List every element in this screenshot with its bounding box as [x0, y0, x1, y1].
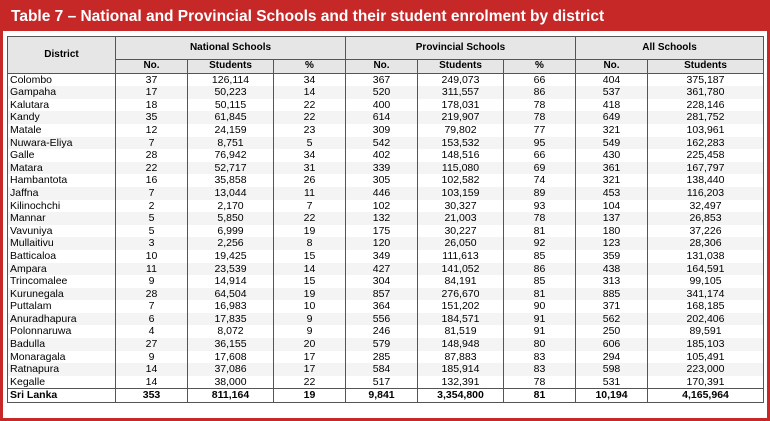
district-name: Anuradhapura: [8, 313, 116, 326]
cell: 66: [504, 73, 576, 86]
table-row: [8, 338, 764, 351]
table-row: [8, 86, 764, 99]
cell: 7: [116, 137, 188, 150]
cell: 30,227: [418, 225, 504, 238]
cell: 13,044: [188, 187, 274, 200]
district-name: Jaffna: [8, 187, 116, 200]
table-row: [8, 376, 764, 389]
cell: 89: [504, 187, 576, 200]
enrolment-table: [7, 36, 764, 403]
cell: 7: [274, 200, 346, 213]
cell: 2,170: [188, 200, 274, 213]
cell: 15: [274, 275, 346, 288]
total-cell: 4,165,964: [648, 389, 764, 403]
cell: 857: [346, 288, 418, 301]
cell: 21,003: [418, 212, 504, 225]
table-row: [8, 187, 764, 200]
cell: 102: [346, 200, 418, 213]
cell: 15: [274, 250, 346, 263]
cell: 4: [116, 325, 188, 338]
cell: 285: [346, 351, 418, 364]
cell: 562: [576, 313, 648, 326]
district-name: Nuwara-Eliya: [8, 137, 116, 150]
cell: 32,497: [648, 200, 764, 213]
cell: 549: [576, 137, 648, 150]
total-cell: 353: [116, 389, 188, 403]
cell: 99,105: [648, 275, 764, 288]
cell: 50,115: [188, 99, 274, 112]
cell: 86: [504, 86, 576, 99]
cell: 16,983: [188, 300, 274, 313]
cell: 120: [346, 237, 418, 250]
cell: 7: [116, 187, 188, 200]
cell: 74: [504, 174, 576, 187]
cell: 26,050: [418, 237, 504, 250]
col-header-national-no: No.: [116, 60, 188, 74]
table-row: [8, 73, 764, 86]
cell: 95: [504, 137, 576, 150]
table-row: [8, 200, 764, 213]
total-cell: 19: [274, 389, 346, 403]
cell: 83: [504, 363, 576, 376]
cell: 92: [504, 237, 576, 250]
district-name: Galle: [8, 149, 116, 162]
table-row: [8, 237, 764, 250]
cell: 37,226: [648, 225, 764, 238]
cell: 375,187: [648, 73, 764, 86]
cell: 446: [346, 187, 418, 200]
cell: 520: [346, 86, 418, 99]
cell: 19: [274, 225, 346, 238]
cell: 153,532: [418, 137, 504, 150]
cell: 2,256: [188, 237, 274, 250]
cell: 371: [576, 300, 648, 313]
district-header: District: [8, 37, 116, 74]
table-row: [8, 124, 764, 137]
cell: 61,845: [188, 111, 274, 124]
cell: 276,670: [418, 288, 504, 301]
table-row: [8, 250, 764, 263]
district-name: Kegalle: [8, 376, 116, 389]
cell: 17,835: [188, 313, 274, 326]
cell: 17: [116, 86, 188, 99]
district-name: Kalutara: [8, 99, 116, 112]
cell: 116,203: [648, 187, 764, 200]
district-name: Matale: [8, 124, 116, 137]
cell: 556: [346, 313, 418, 326]
cell: 23: [274, 124, 346, 137]
cell: 10: [116, 250, 188, 263]
cell: 223,000: [648, 363, 764, 376]
cell: 34: [274, 73, 346, 86]
cell: 8,751: [188, 137, 274, 150]
cell: 79,802: [418, 124, 504, 137]
district-name: Hambantota: [8, 174, 116, 187]
table-row: [8, 363, 764, 376]
cell: 81: [504, 288, 576, 301]
cell: 31: [274, 162, 346, 175]
cell: 225,458: [648, 149, 764, 162]
cell: 178,031: [418, 99, 504, 112]
cell: 8,072: [188, 325, 274, 338]
cell: 78: [504, 111, 576, 124]
cell: 78: [504, 212, 576, 225]
cell: 28,306: [648, 237, 764, 250]
header-row-columns: [8, 60, 764, 74]
cell: 400: [346, 99, 418, 112]
cell: 162,283: [648, 137, 764, 150]
district-name: Kilinochchi: [8, 200, 116, 213]
district-name: Badulla: [8, 338, 116, 351]
cell: 649: [576, 111, 648, 124]
table-row: [8, 149, 764, 162]
cell: 115,080: [418, 162, 504, 175]
district-name: Trincomalee: [8, 275, 116, 288]
district-name: Kandy: [8, 111, 116, 124]
cell: 89,591: [648, 325, 764, 338]
cell: 304: [346, 275, 418, 288]
district-name: Vavuniya: [8, 225, 116, 238]
cell: 294: [576, 351, 648, 364]
cell: 26,853: [648, 212, 764, 225]
cell: 22: [274, 111, 346, 124]
cell: 132,391: [418, 376, 504, 389]
cell: 5,850: [188, 212, 274, 225]
cell: 606: [576, 338, 648, 351]
cell: 367: [346, 73, 418, 86]
cell: 12: [116, 124, 188, 137]
table-body: [8, 73, 764, 402]
cell: 19: [274, 288, 346, 301]
cell: 9: [274, 325, 346, 338]
cell: 69: [504, 162, 576, 175]
cell: 28: [116, 149, 188, 162]
cell: 6: [116, 313, 188, 326]
cell: 18: [116, 99, 188, 112]
cell: 14: [274, 86, 346, 99]
cell: 103,961: [648, 124, 764, 137]
cell: 66: [504, 149, 576, 162]
col-header-national-students: Students: [188, 60, 274, 74]
cell: 78: [504, 99, 576, 112]
cell: 22: [116, 162, 188, 175]
cell: 885: [576, 288, 648, 301]
cell: 430: [576, 149, 648, 162]
cell: 359: [576, 250, 648, 263]
cell: 78: [504, 376, 576, 389]
cell: 175: [346, 225, 418, 238]
district-name: Monaragala: [8, 351, 116, 364]
cell: 7: [116, 300, 188, 313]
cell: 77: [504, 124, 576, 137]
cell: 87,883: [418, 351, 504, 364]
cell: 26: [274, 174, 346, 187]
district-name: Mannar: [8, 212, 116, 225]
cell: 185,914: [418, 363, 504, 376]
total-label: Sri Lanka: [8, 389, 116, 403]
cell: 132: [346, 212, 418, 225]
cell: 22: [274, 212, 346, 225]
district-name: Ratnapura: [8, 363, 116, 376]
cell: 364: [346, 300, 418, 313]
cell: 584: [346, 363, 418, 376]
cell: 453: [576, 187, 648, 200]
cell: 170,391: [648, 376, 764, 389]
cell: 17,608: [188, 351, 274, 364]
cell: 6,999: [188, 225, 274, 238]
cell: 151,202: [418, 300, 504, 313]
cell: 341,174: [648, 288, 764, 301]
cell: 76,942: [188, 149, 274, 162]
cell: 85: [504, 250, 576, 263]
cell: 141,052: [418, 263, 504, 276]
table-row: [8, 313, 764, 326]
total-cell: 81: [504, 389, 576, 403]
cell: 103,159: [418, 187, 504, 200]
cell: 517: [346, 376, 418, 389]
cell: 168,185: [648, 300, 764, 313]
total-cell: 10,194: [576, 389, 648, 403]
cell: 22: [274, 376, 346, 389]
cell: 438: [576, 263, 648, 276]
cell: 14: [116, 363, 188, 376]
cell: 23,539: [188, 263, 274, 276]
cell: 64,504: [188, 288, 274, 301]
district-name: Ampara: [8, 263, 116, 276]
table-title: Table 7 – National and Provincial Schools and their student enrolment by district: [3, 3, 767, 31]
cell: 80: [504, 338, 576, 351]
cell: 537: [576, 86, 648, 99]
cell: 185,103: [648, 338, 764, 351]
cell: 228,146: [648, 99, 764, 112]
table-row: [8, 351, 764, 364]
cell: 19,425: [188, 250, 274, 263]
col-header-all-no: No.: [576, 60, 648, 74]
col-header-provincial-students: Students: [418, 60, 504, 74]
cell: 30,327: [418, 200, 504, 213]
cell: 321: [576, 124, 648, 137]
cell: 14: [274, 263, 346, 276]
cell: 5: [274, 137, 346, 150]
cell: 281,752: [648, 111, 764, 124]
cell: 349: [346, 250, 418, 263]
table-row: [8, 162, 764, 175]
cell: 81: [504, 225, 576, 238]
cell: 90: [504, 300, 576, 313]
district-name: Polonnaruwa: [8, 325, 116, 338]
cell: 35,858: [188, 174, 274, 187]
cell: 111,613: [418, 250, 504, 263]
cell: 85: [504, 275, 576, 288]
cell: 83: [504, 351, 576, 364]
cell: 52,717: [188, 162, 274, 175]
table-row: [8, 325, 764, 338]
cell: 249,073: [418, 73, 504, 86]
cell: 50,223: [188, 86, 274, 99]
cell: 219,907: [418, 111, 504, 124]
cell: 339: [346, 162, 418, 175]
cell: 123: [576, 237, 648, 250]
cell: 321: [576, 174, 648, 187]
cell: 3: [116, 237, 188, 250]
cell: 34: [274, 149, 346, 162]
cell: 102,582: [418, 174, 504, 187]
col-header-all-students: Students: [648, 60, 764, 74]
cell: 91: [504, 313, 576, 326]
cell: 16: [116, 174, 188, 187]
table-row: [8, 288, 764, 301]
district-name: Kurunegala: [8, 288, 116, 301]
total-row: [8, 389, 764, 403]
national-schools-header: National Schools: [116, 37, 346, 60]
cell: 148,516: [418, 149, 504, 162]
total-cell: 811,164: [188, 389, 274, 403]
cell: 404: [576, 73, 648, 86]
col-header-provincial-percent: %: [504, 60, 576, 74]
cell: 5: [116, 212, 188, 225]
cell: 14: [116, 376, 188, 389]
cell: 361: [576, 162, 648, 175]
cell: 167,797: [648, 162, 764, 175]
cell: 38,000: [188, 376, 274, 389]
cell: 418: [576, 99, 648, 112]
cell: 361,780: [648, 86, 764, 99]
cell: 11: [116, 263, 188, 276]
table-row: [8, 300, 764, 313]
col-header-provincial-no: No.: [346, 60, 418, 74]
district-name: Batticaloa: [8, 250, 116, 263]
col-header-national-percent: %: [274, 60, 346, 74]
cell: 138,440: [648, 174, 764, 187]
cell: 81,519: [418, 325, 504, 338]
cell: 180: [576, 225, 648, 238]
cell: 86: [504, 263, 576, 276]
table-row: [8, 137, 764, 150]
cell: 24,159: [188, 124, 274, 137]
cell: 202,406: [648, 313, 764, 326]
cell: 9: [116, 275, 188, 288]
cell: 5: [116, 225, 188, 238]
district-name: Gampaha: [8, 86, 116, 99]
cell: 104: [576, 200, 648, 213]
header-row-groups: [8, 37, 764, 60]
cell: 2: [116, 200, 188, 213]
cell: 614: [346, 111, 418, 124]
table-row: [8, 174, 764, 187]
district-name: Colombo: [8, 73, 116, 86]
table-row: [8, 212, 764, 225]
cell: 22: [274, 99, 346, 112]
provincial-schools-header: Provincial Schools: [346, 37, 576, 60]
cell: 20: [274, 338, 346, 351]
cell: 93: [504, 200, 576, 213]
cell: 11: [274, 187, 346, 200]
cell: 27: [116, 338, 188, 351]
cell: 246: [346, 325, 418, 338]
cell: 531: [576, 376, 648, 389]
cell: 17: [274, 351, 346, 364]
cell: 8: [274, 237, 346, 250]
cell: 598: [576, 363, 648, 376]
cell: 148,948: [418, 338, 504, 351]
cell: 131,038: [648, 250, 764, 263]
total-cell: 3,354,800: [418, 389, 504, 403]
cell: 313: [576, 275, 648, 288]
cell: 36,155: [188, 338, 274, 351]
cell: 9: [116, 351, 188, 364]
table-row: [8, 99, 764, 112]
cell: 250: [576, 325, 648, 338]
cell: 28: [116, 288, 188, 301]
cell: 9: [274, 313, 346, 326]
cell: 164,591: [648, 263, 764, 276]
total-cell: 9,841: [346, 389, 418, 403]
cell: 105,491: [648, 351, 764, 364]
cell: 17: [274, 363, 346, 376]
cell: 402: [346, 149, 418, 162]
cell: 137: [576, 212, 648, 225]
cell: 126,114: [188, 73, 274, 86]
cell: 10: [274, 300, 346, 313]
cell: 37: [116, 73, 188, 86]
cell: 427: [346, 263, 418, 276]
cell: 542: [346, 137, 418, 150]
cell: 14,914: [188, 275, 274, 288]
all-schools-header: All Schools: [576, 37, 764, 60]
cell: 84,191: [418, 275, 504, 288]
cell: 579: [346, 338, 418, 351]
cell: 305: [346, 174, 418, 187]
district-name: Matara: [8, 162, 116, 175]
cell: 37,086: [188, 363, 274, 376]
table-row: [8, 275, 764, 288]
table-row: [8, 263, 764, 276]
district-name: Mullaitivu: [8, 237, 116, 250]
district-name: Puttalam: [8, 300, 116, 313]
table-row: [8, 111, 764, 124]
cell: 184,571: [418, 313, 504, 326]
table-row: [8, 225, 764, 238]
cell: 309: [346, 124, 418, 137]
cell: 35: [116, 111, 188, 124]
cell: 91: [504, 325, 576, 338]
cell: 311,557: [418, 86, 504, 99]
